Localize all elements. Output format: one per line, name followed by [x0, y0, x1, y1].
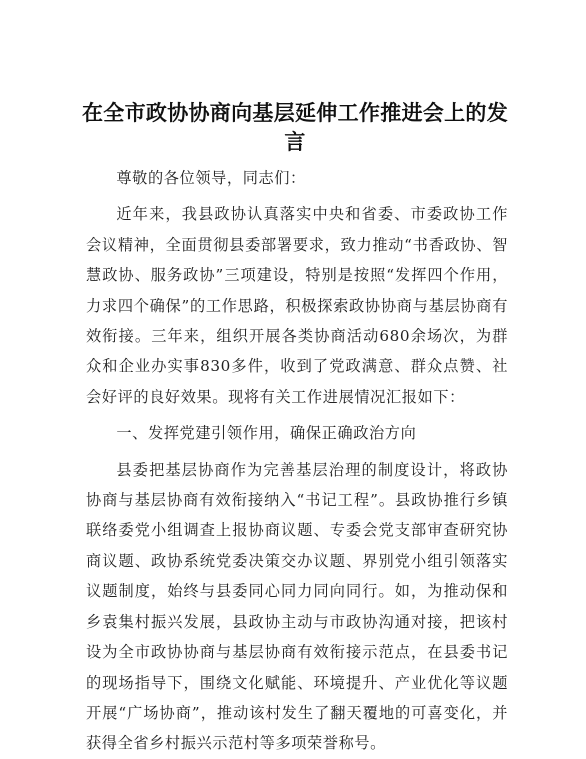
salutation: 尊敬的各位领导，同志们：	[116, 169, 306, 187]
paragraph-intro: 近年来，我县政协认真落实中央和省委、市委政协工作会议精神，全面贯彻县委部署要求，致力推动“书香政协、智慧政协、服务政协”三项建设，特别是按照“发挥四个作用，力求四个确保”的工作思路，积极探索政协协商与基层协商有效衔接。三年来，组织开展各类协商活动680余场次，为群众和企业办实事830多件，收到了党政满意、群众点赞、社会好评的良好效果。现将有关工作进展情况汇报如下：	[86, 205, 508, 406]
paragraph-section-1: 县委把基层协商作为完善基层治理的制度设计，将政协协商与基层协商有效衔接纳入“书记工程”。县政协推行乡镇联络委党小组调查上报协商议题、专委会党支部审查研究协商议题、政协系统党委决策交办议题、界别党小组引领落实议题制度，始终与县委同心同力同向同行。如，为推动保和乡袁集村振兴发展，县政协主动与市政协沟通对接，把该村设为全市政协协商与基层协商有效衔接示范点，在县委书记的现场指导下，围绕文化赋能、环境提升、产业优化等议题开展“广场协商”，推动该村发生了翻天覆地的可喜变化，并获得全省乡村振兴示范村等多项荣誉称号。	[86, 460, 508, 753]
document-body	[86, 163, 508, 759]
document-title: 在全市政协协商向基层延伸工作推进会上的发言	[82, 101, 508, 154]
section-heading-1: 一、发挥党建引领作用，确保正确政治方向	[116, 424, 417, 443]
